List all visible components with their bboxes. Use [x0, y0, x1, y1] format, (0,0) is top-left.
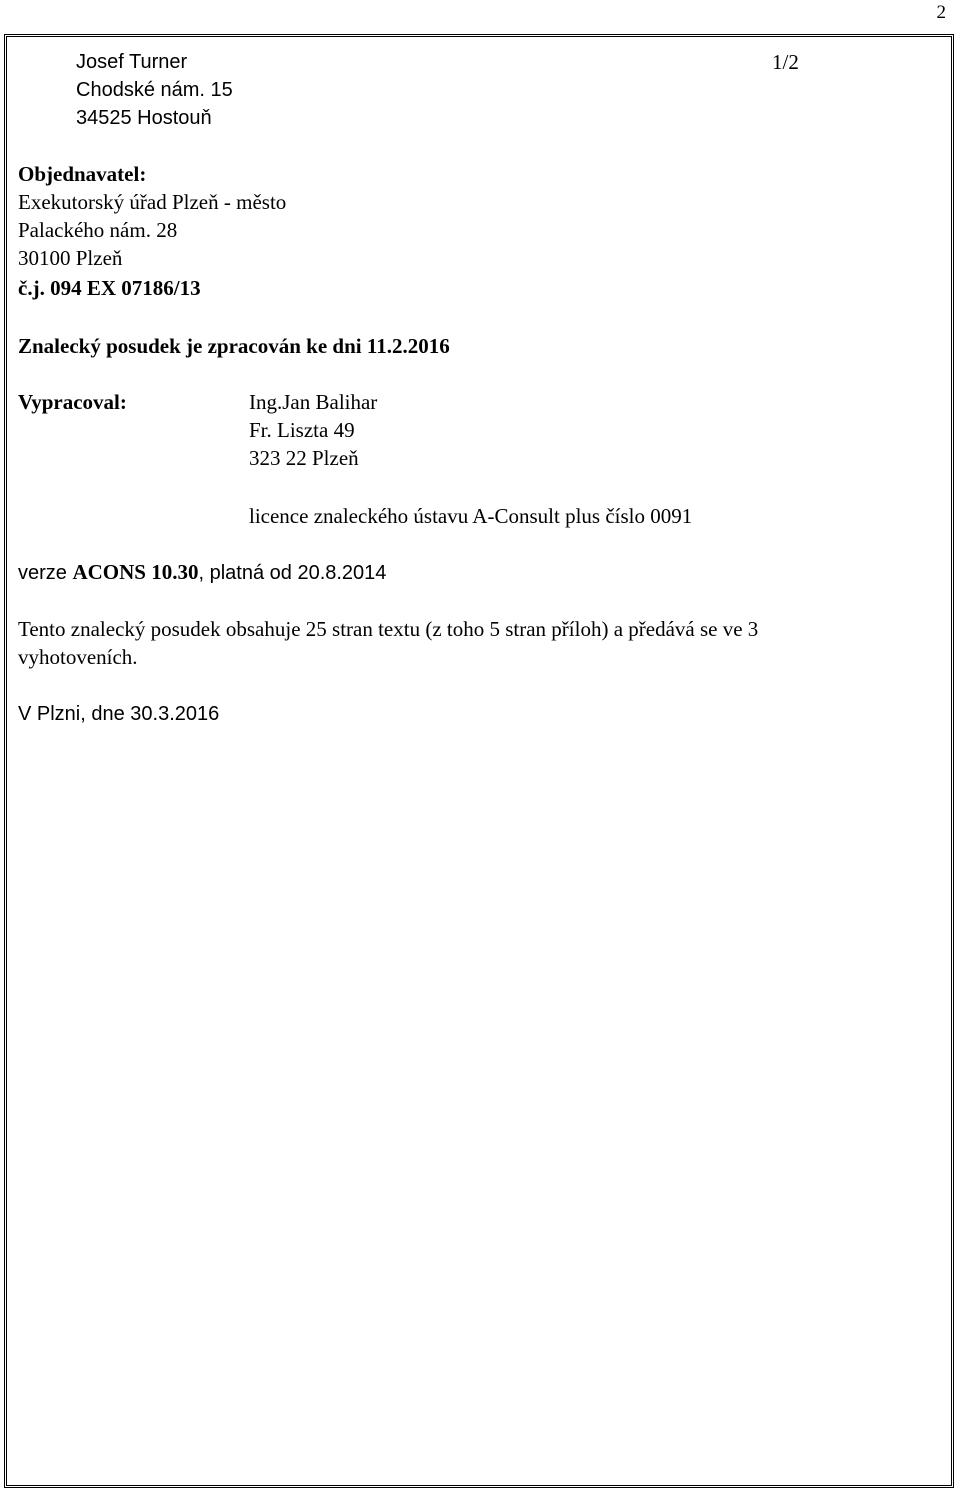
prepared-by-city: 323 22 Plzeň — [249, 446, 359, 470]
prepared-by-street: Fr. Liszta 49 — [249, 418, 355, 442]
version-suffix: , platná od 20.8.2014 — [198, 562, 387, 584]
owner-street: Chodské nám. 15 — [76, 79, 233, 101]
version-prefix: verze — [18, 562, 73, 584]
client-name: Exekutorský úřad Plzeň - město — [18, 190, 287, 214]
version-product: ACONS 10.30 — [72, 560, 199, 584]
client-city: 30100 Plzeň — [18, 246, 123, 270]
page-frame — [4, 34, 954, 1488]
prepared-by-label: Vypracoval: — [18, 390, 127, 414]
client-street: Palackého nám. 28 — [18, 218, 178, 242]
page-number: 2 — [936, 2, 946, 23]
version-line — [18, 558, 386, 587]
report-date-line: Znalecký posudek je zpracován ke dni 11.2.2016 — [18, 334, 450, 358]
license-line: licence znaleckého ústavu A-Consult plus číslo 0091 — [249, 504, 693, 528]
summary-line-1: Tento znalecký posudek obsahuje 25 stran textu (z toho 5 stran příloh) a předává se ve 3 — [18, 617, 759, 641]
owner-name: Josef Turner — [76, 51, 188, 73]
client-heading: Objednavatel: — [18, 162, 147, 186]
owner-city: 34525 Hostouň — [76, 107, 212, 129]
owner-share: 1/2 — [772, 50, 799, 74]
place-date: V Plzni, dne 30.3.2016 — [18, 703, 220, 725]
prepared-by-name: Ing.Jan Balihar — [249, 390, 378, 414]
summary-line-2: vyhotoveních. — [18, 645, 138, 669]
client-reference: č.j. 094 EX 07186/13 — [18, 276, 201, 300]
